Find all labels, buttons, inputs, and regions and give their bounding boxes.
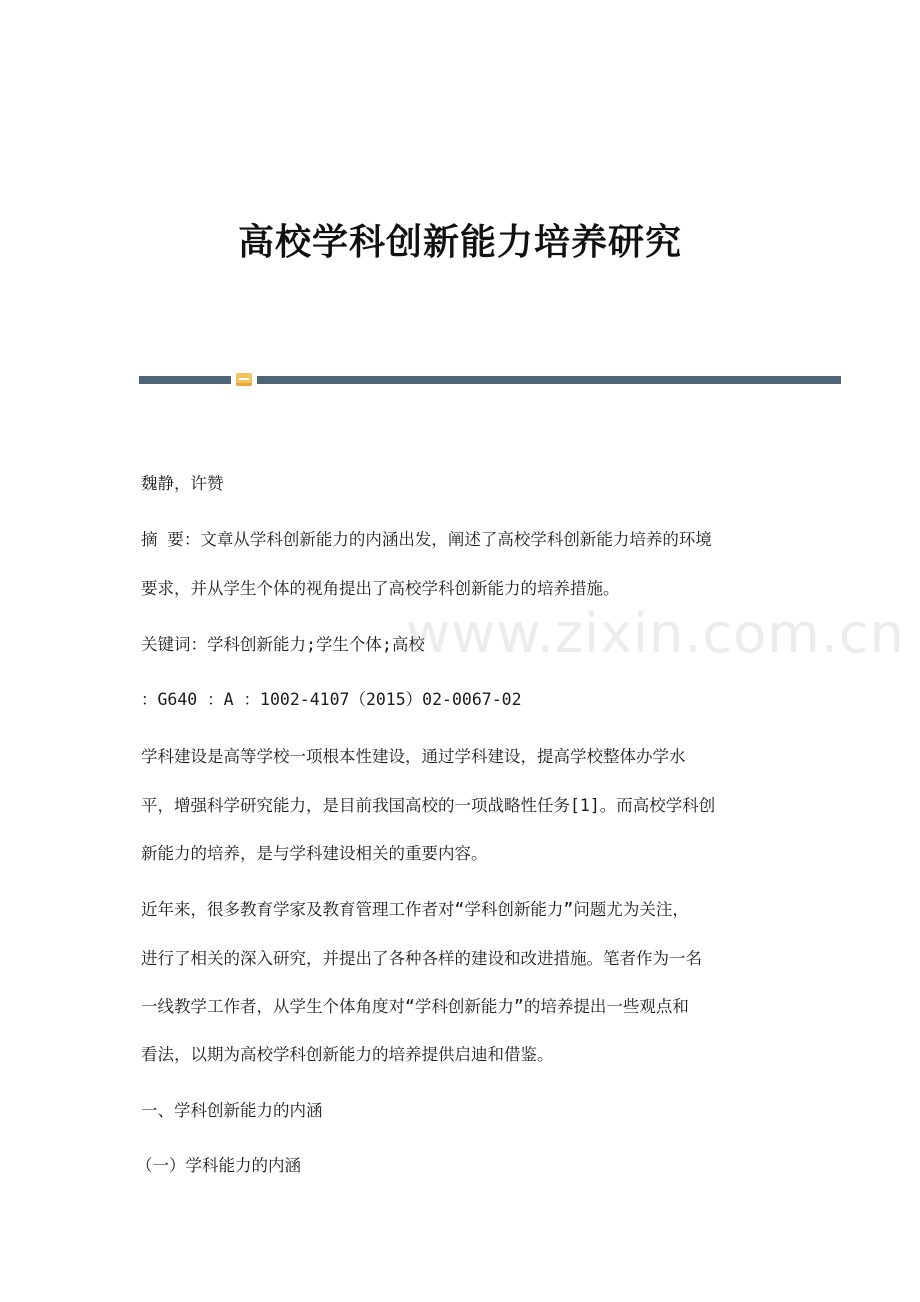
watermark: www.zixin.com.cn [406, 602, 905, 665]
paragraph-2-line-2: 进行了相关的深入研究，并提出了各种各样的建设和改进措施。笔者作为一名 [141, 949, 702, 968]
subsection-heading: （一）学科能力的内涵 [136, 1156, 301, 1175]
classification-codes: ：G640 ：A ：1002-4107（2015）02-0067-02 [141, 690, 522, 709]
paragraph-1-line-2: 平，增强科学研究能力，是目前我国高校的一项战略性任务[1]。而高校学科创 [141, 796, 716, 815]
keywords: 关键词：学科创新能力;学生个体;高校 [141, 635, 425, 654]
paragraph-1-line-1: 学科建设是高等学校一项根本性建设，通过学科建设，提高学校整体办学水 [141, 747, 686, 766]
paragraph-2-line-3: 一线教学工作者，从学生个体角度对“学科创新能力”的培养提出一些观点和 [141, 997, 689, 1016]
document-title: 高校学科创新能力培养研究 [237, 221, 682, 263]
section-heading: 一、学科创新能力的内涵 [141, 1101, 323, 1120]
authors: 魏静，许赞 [141, 474, 224, 493]
title-divider [139, 372, 841, 386]
divider-mark-icon [236, 373, 252, 386]
paragraph-2-line-4: 看法，以期为高校学科创新能力的培养提供启迪和借鉴。 [141, 1045, 554, 1064]
paragraph-1-line-3: 新能力的培养，是与学科建设相关的重要内容。 [141, 844, 488, 863]
divider-left-bar [139, 376, 231, 384]
paragraph-2-line-1: 近年来，很多教育学家及教育管理工作者对“学科创新能力”问题尤为关注， [141, 900, 689, 919]
abstract-line-1: 摘 要：文章从学科创新能力的内涵出发，阐述了高校学科创新能力培养的环境 [141, 530, 712, 549]
divider-right-bar [257, 376, 841, 384]
abstract-line-2: 要求，并从学生个体的视角提出了高校学科创新能力的培养措施。 [141, 579, 620, 598]
